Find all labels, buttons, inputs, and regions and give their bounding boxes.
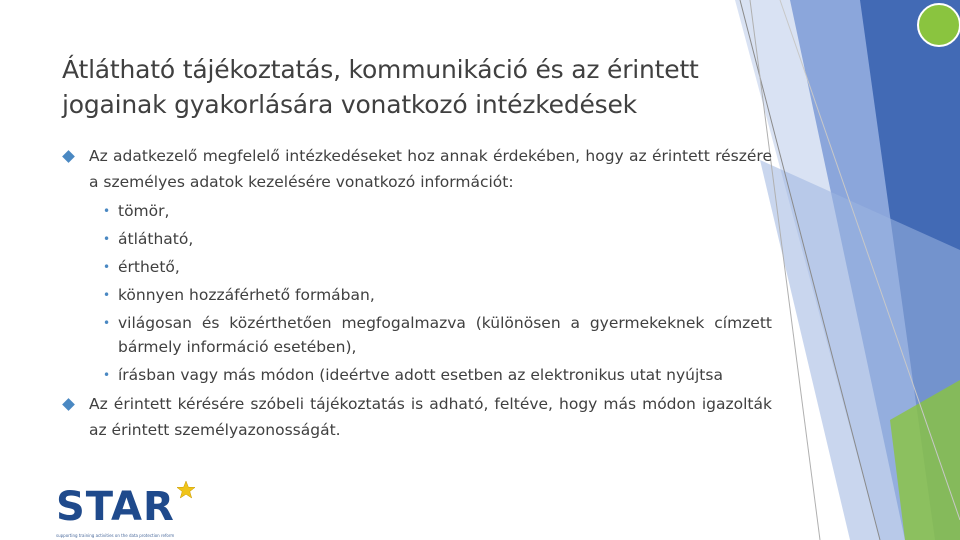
sub-list-item: • könnyen hozzáférhető formában, bbox=[118, 283, 772, 307]
sub-list-item: • átlátható, bbox=[118, 227, 772, 251]
bullet-text-2: Az érintett kérésére szóbeli tájékoztatás is adható, feltéve, hogy más módon igazolták az érintett személyazonosságát. bbox=[89, 395, 772, 439]
bullet-paragraph-1 bbox=[62, 143, 772, 195]
star-logo bbox=[52, 480, 212, 540]
green-circle-icon bbox=[916, 2, 960, 48]
dot-bullet-icon: • bbox=[103, 232, 111, 246]
title-line-2: jogainak gyakorlására vonatkozó intézkedések bbox=[62, 90, 637, 119]
sub-list bbox=[62, 199, 772, 387]
dot-bullet-icon: • bbox=[103, 288, 111, 302]
sub-list-item: • írásban vagy más módon (ideértve adott esetben az elektronikus utat nyújtsa bbox=[118, 363, 772, 387]
sub-list-item: • érthető, bbox=[118, 255, 772, 279]
title-line-1: Átlátható tájékoztatás, kommunikáció és az érintett bbox=[62, 55, 699, 84]
dot-bullet-icon: • bbox=[103, 316, 111, 330]
dot-bullet-icon: • bbox=[103, 368, 111, 382]
slide-title bbox=[62, 52, 782, 122]
logo-text: STAR bbox=[56, 484, 175, 530]
diamond-bullet-icon bbox=[62, 150, 75, 163]
dot-bullet-icon: • bbox=[103, 204, 111, 218]
star-icon bbox=[176, 480, 196, 500]
sub-list-item: • világosan és közérthetően megfogalmazva (különösen a gyermekeknek címzett bármely információ esetében), bbox=[118, 311, 772, 359]
bullet-text-1: Az adatkezelő megfelelő intézkedéseket hoz annak érdekében, hogy az érintett részére a személyes adatok kezelésére vonatkozó információt: bbox=[89, 147, 772, 191]
dot-bullet-icon: • bbox=[103, 260, 111, 274]
slide-content bbox=[62, 143, 772, 443]
logo-tagline: supporting training activities on the data protection reform bbox=[56, 533, 175, 538]
diamond-bullet-icon bbox=[62, 398, 75, 411]
sub-list-item: • tömör, bbox=[118, 199, 772, 223]
bullet-paragraph-2 bbox=[62, 391, 772, 443]
